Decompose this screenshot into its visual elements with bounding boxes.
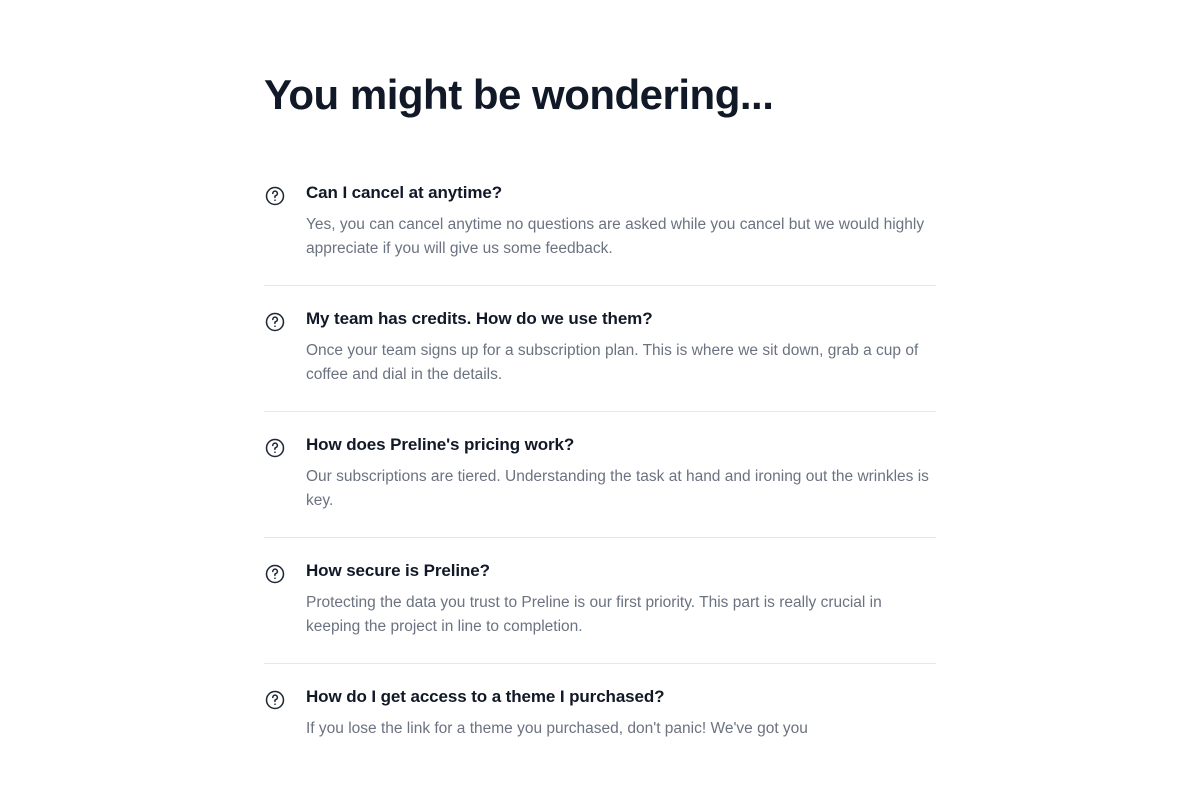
faq-container — [264, 0, 936, 765]
faq-item[interactable] — [264, 663, 936, 765]
faq-question: How secure is Preline? — [306, 560, 490, 580]
faq-question: How do I get access to a theme I purchased? — [306, 686, 665, 706]
question-mark-circle-icon — [264, 311, 286, 333]
faq-answer: If you lose the link for a theme you purchased, don't panic! We've got you — [306, 719, 808, 737]
faq-item[interactable] — [264, 537, 936, 663]
faq-body — [306, 308, 936, 387]
faq-body — [306, 560, 936, 639]
question-mark-circle-icon — [264, 185, 286, 207]
faq-body — [306, 686, 936, 741]
faq-answer: Once your team signs up for a subscription plan. This is where we sit down, grab a cup of coffee and dial in the details. — [306, 341, 919, 383]
faq-list — [264, 172, 936, 765]
faq-answer: Protecting the data you trust to Preline is our first priority. This part is really crucial in keeping the project in line to completion. — [306, 593, 882, 635]
question-mark-circle-icon — [264, 689, 286, 711]
page-title: You might be wondering... — [264, 71, 774, 118]
faq-question: Can I cancel at anytime? — [306, 183, 503, 202]
faq-question: How does Preline's pricing work? — [306, 434, 575, 454]
faq-question: My team has credits. How do we use them? — [306, 308, 653, 328]
faq-answer: Yes, you can cancel anytime no questions are asked while you cancel but we would highly appreciate if you will give us some feedback. — [306, 215, 925, 257]
faq-answer: Our subscriptions are tiered. Understanding the task at hand and ironing out the wrinkles is key. — [306, 467, 929, 509]
question-mark-circle-icon — [264, 437, 286, 459]
faq-item[interactable] — [264, 411, 936, 537]
faq-item[interactable] — [264, 285, 936, 411]
faq-body — [306, 182, 936, 261]
faq-body — [306, 434, 936, 513]
question-mark-circle-icon — [264, 563, 286, 585]
faq-item[interactable] — [264, 172, 936, 285]
